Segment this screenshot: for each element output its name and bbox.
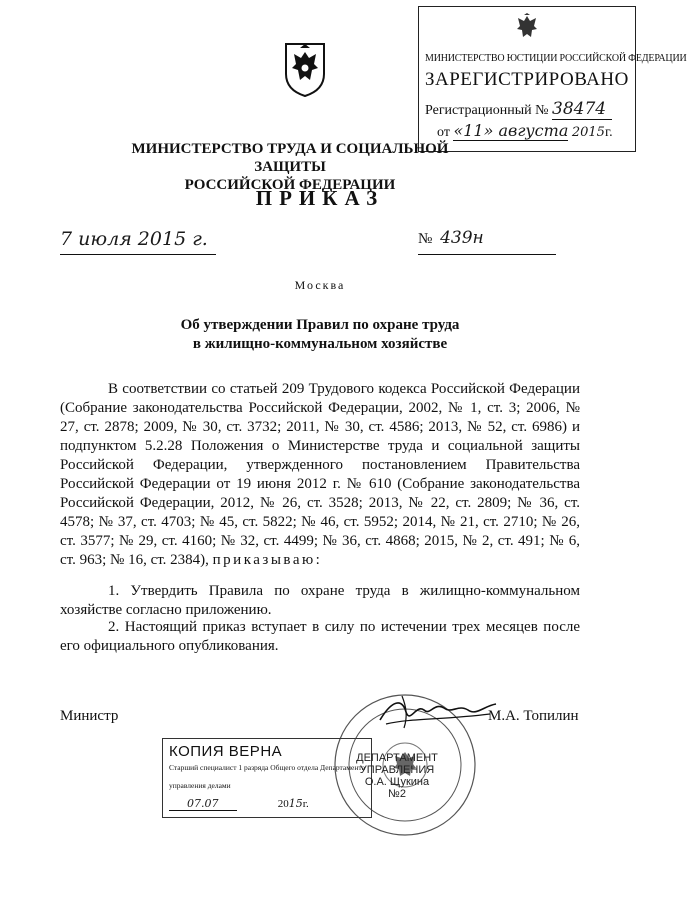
registration-year-suffix: г. (604, 125, 613, 140)
copy-certification-stamp (162, 738, 372, 818)
order-subject (120, 316, 520, 354)
dept-stamp-line-4: №2 (388, 788, 406, 800)
dept-stamp-line-2: УПРАВЛЕНИЯ (359, 764, 435, 776)
signatory-position: Министр (60, 708, 119, 724)
copy-stamp-role-1: Старший специалист 1 разряда Общего отдела Департамента (169, 763, 366, 772)
registration-ministry: МИНИСТЕРСТВО ЮСТИЦИИ РОССИЙСКОЙ ФЕДЕРАЦИИ (425, 53, 687, 64)
registration-date-prefix: от (437, 125, 450, 140)
registration-status: ЗАРЕГИСТРИРОВАНО (425, 69, 629, 90)
dept-stamp-line-1: ДЕПАРТАМЕНТ (356, 752, 438, 764)
copy-stamp-year-suffix: г. (302, 798, 309, 810)
handwritten-signature-icon (372, 690, 502, 732)
order-number: 439н (440, 228, 484, 248)
copy-stamp-role-2: управления делами (169, 781, 231, 790)
command-word: приказываю: (212, 552, 323, 568)
subject-line-2: в жилищно-коммунальном хозяйстве (192, 336, 448, 352)
copy-stamp-year: 15 (288, 797, 303, 810)
order-item-1: 1. Утвердить Правила по охране труда в жилищно-коммунальном хозяйстве согласно приложению. (60, 583, 580, 618)
subject-line-1: Об утверждении Правил по охране труда (180, 317, 460, 333)
registration-date-value: «11» августа (453, 121, 569, 140)
department-stamp (352, 752, 442, 800)
registration-stamp (418, 6, 687, 152)
registration-number-value: 38474 (552, 99, 612, 120)
copy-stamp-title: КОПИЯ ВЕРНА (169, 743, 283, 760)
order-number-line (418, 228, 556, 255)
registration-date-line (437, 121, 613, 141)
registration-number-line (425, 99, 612, 120)
signatory-name: М.А. Топилин (488, 708, 579, 724)
document-title: ПРИКАЗ (255, 186, 385, 210)
copy-stamp-year-prefix: 20 (277, 798, 289, 810)
ministry-line-1: МИНИСТЕРСТВО ТРУДА И СОЦИАЛЬНОЙ ЗАЩИТЫ (131, 141, 449, 175)
dept-stamp-line-3: О.А. Щукина (364, 776, 430, 788)
registration-emblem-icon (513, 12, 541, 42)
order-date: 7 июля 2015 г. (60, 228, 216, 255)
registration-date-year: 2015 (571, 125, 605, 140)
ministry-line-2: РОССИЙСКОЙ ФЕДЕРАЦИИ (184, 177, 396, 193)
order-number-sign: № (418, 231, 433, 247)
order-item-2: 2. Настоящий приказ вступает в силу по истечении трех месяцев после его официального опубликования. (60, 619, 580, 654)
coat-of-arms-icon (282, 40, 328, 98)
preamble-paragraph (60, 380, 580, 570)
preamble-text: В соответствии со статьей 209 Трудового кодекса Российской Федерации (Собрание законодательства Российской Федерации, 2002, № 1, ст. 3; 2006, № 27, ст. 2878; 2009, № 30, ст. 3732; 2011, № 30, ст. 4586; 2013, № 52, ст. 6986) и подпунктом 5.2.28 Положения о Министерстве труда и социальной защиты Российской Федерации, утвержденного постановлением Правительства Российской Федерации от 19 июня 2012 г. № 610 (Собрание законодательства Российской Федерации, 2012, № 26, ст. 3528; 2013, № 22, ст. 2809; № 36, ст. 4578; № 37, ст. 4703; № 45, ст. 5822; № 46, ст. 5952; 2014, № 21, ст. 2710; № 26, ст. 3577; № 29, ст. 4160; № 32, ст. 4499; № 36, ст. 4868; 2015, № 2, ст. 491; № 6, ст. 963; № 16, ст. 2384), (60, 381, 580, 568)
order-city: Москва (294, 278, 346, 292)
copy-stamp-date: 07.07 (169, 797, 237, 811)
copy-stamp-date-line (169, 797, 309, 811)
registration-number-label: Регистрационный № (425, 103, 549, 118)
